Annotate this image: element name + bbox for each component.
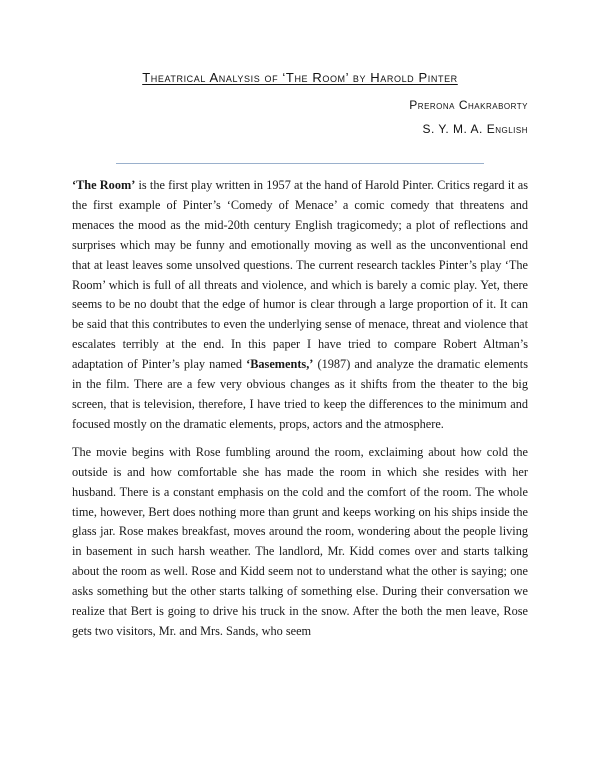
author-name: Prerona Chakraborty [409, 98, 528, 112]
document-body [72, 176, 528, 642]
paragraph-1-text-b: (1987) and analyze the dramatic elements in the film. There are a few very obvious changes as it shifts from the theater to the big screen, that is television, therefore, I have tried to keep the differences to the minimum and focused mostly on the dramatic elements, props, actors and the atmosphere. [72, 357, 529, 431]
play-title-bold: ‘The Room’ [72, 178, 136, 192]
paragraph-2: The movie begins with Rose fumbling around the room, exclaiming about how cold the outside is and how comfortable she has made the room in which she resides with her husband. There is a constant emphasis on the cold and the comfort of the room. The whole time, however, Bert does nothing more than grunt and keeps working on his ships inside the glass jar. Rose makes breakfast, moves around the room, wondering about the people living in basement in such harsh weather. The landlord, Mr. Kidd comes over and starts talking about the room as well. Rose and Kidd seem not to understand what the other is saying; one asks something but the other starts talking of something else. During their conversation we realize that Bert is going to drive his truck in the snow. After the both the men leave, Rose gets two visitors, Mr. and Mrs. Sands, who seem [72, 444, 528, 638]
paragraph-1-text-a: is the first play written in 1957 at the hand of Harold Pinter. Critics regard it as the first example of Pinter’s ‘Comedy of Menace’ a comic comedy that threatens and menaces the mood as the mid-20th century English tragicomedy; a plot of reflections and surprises which may be funny and emotionally moving as well as the unconventional end that at least leaves some unsolved questions. The current research tackles Pinter’s play ‘The Room’ which is full of all threats and violence, and which is barely a comic play. Yet, there seems to be no doubt that the edge of humor is clear through a large proportion of it. It can be said that this contributes to even the underlying sense of menace, threat and violence that escalates terribly at the end. In this paper I have tried to compare Robert Altman’s adaptation of Pinter’s play named [72, 178, 529, 372]
document-title: Theatrical Analysis of ‘The Room’ by Harold Pinter [142, 70, 458, 85]
header-divider [116, 163, 484, 164]
film-title-bold: ‘Basements,’ [246, 357, 314, 372]
paragraph-1 [72, 176, 528, 435]
course-line: S. Y. M. A. English [422, 122, 528, 136]
